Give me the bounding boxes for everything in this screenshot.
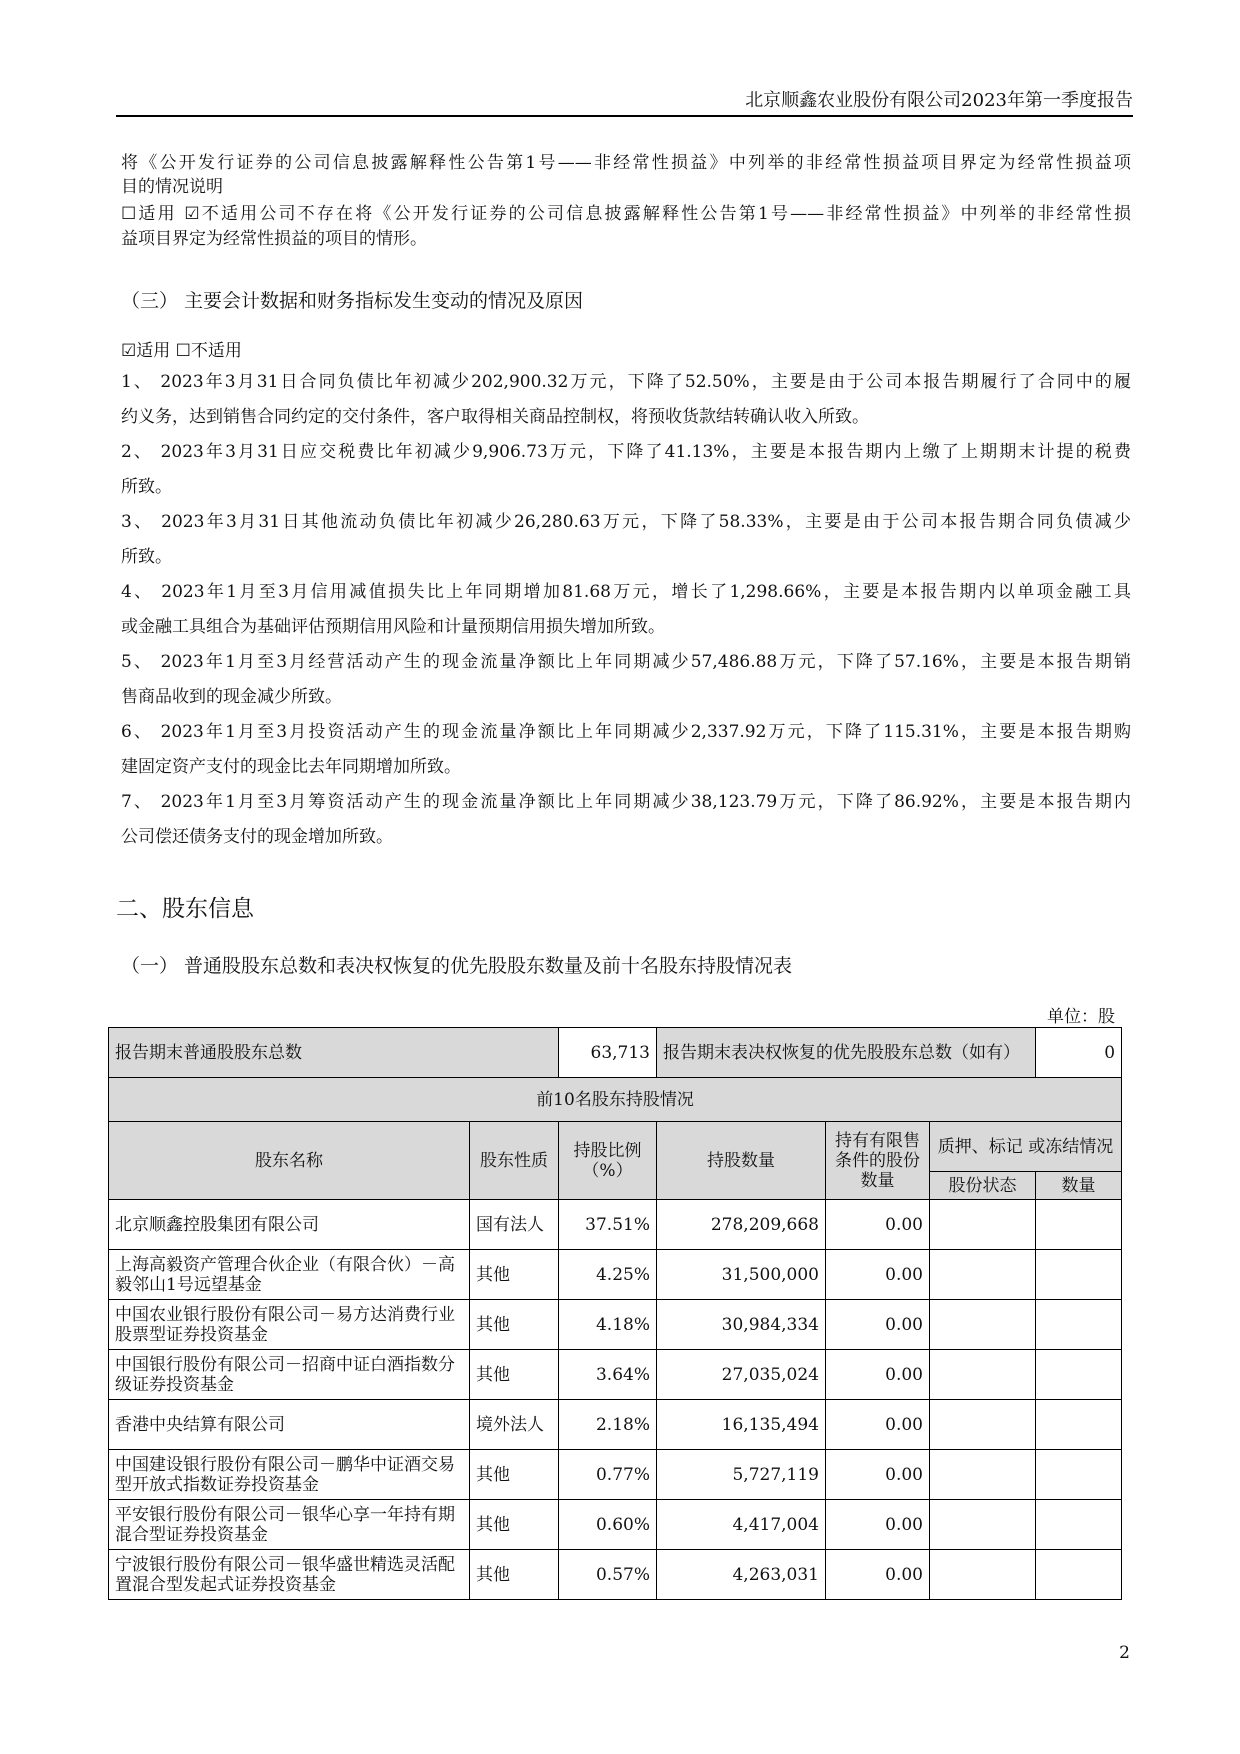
preferred-holders-label: 报告期末表决权恢复的优先股股东总数（如有） [657,1028,1036,1078]
preferred-holders-value: 0 [1036,1028,1122,1078]
col-pledge-count: 数量 [1036,1172,1122,1200]
cell-restricted: 0.00 [826,1450,930,1500]
cell-empty [930,1450,1036,1500]
cell-ratio: 0.60% [559,1500,657,1550]
nonrecurring-choice-line: ☐适用 ☑不适用公司不存在将《公开发行证券的公司信息披露解释性公告第1号——非经常性损益》中列举的非经常性损 [121,204,1131,224]
cell-name: 香港中央结算有限公司 [109,1400,470,1450]
change-item-line: 公司偿还债务支付的现金增加所致。 [121,827,393,847]
cell-empty [1036,1450,1122,1500]
table-row [109,1200,1122,1250]
cell-nature: 其他 [470,1350,559,1400]
cell-name: 中国农业银行股份有限公司－易方达消费行业股票型证券投资基金 [109,1300,470,1350]
table-row [109,1500,1122,1550]
change-item-line: 售商品收到的现金减少所致。 [121,687,342,707]
col-pledge-status: 股份状态 [930,1172,1036,1200]
cell-restricted: 0.00 [826,1550,930,1600]
header-rule [116,115,1133,117]
cell-empty [1036,1250,1122,1300]
cell-name: 中国建设银行股份有限公司－鹏华中证酒交易型开放式指数证券投资基金 [109,1450,470,1500]
cell-restricted: 0.00 [826,1200,930,1250]
cell-empty [1036,1400,1122,1450]
top10-title: 前10名股东持股情况 [109,1078,1122,1122]
cell-nature: 其他 [470,1450,559,1500]
cell-name: 宁波银行股份有限公司－银华盛世精选灵活配置混合型发起式证券投资基金 [109,1550,470,1600]
nonrecurring-text-line: 目的情况说明 [121,177,223,197]
shareholders-sub-heading: （一） 普通股股东总数和表决权恢复的优先股股东数量及前十名股东持股情况表 [121,955,793,977]
cell-empty [930,1350,1036,1400]
cell-restricted: 0.00 [826,1400,930,1450]
change-item-line: 或金融工具组合为基础评估预期信用风险和计量预期信用损失增加所致。 [121,617,665,637]
cell-empty [1036,1500,1122,1550]
cell-nature: 其他 [470,1250,559,1300]
table-row [109,1350,1122,1400]
cell-nature: 其他 [470,1500,559,1550]
cell-count: 31,500,000 [657,1250,826,1300]
cell-ratio: 4.25% [559,1250,657,1300]
cell-count: 27,035,024 [657,1350,826,1400]
cell-empty [930,1550,1036,1600]
cell-empty [930,1400,1036,1450]
change-item-line: 所致。 [121,547,172,567]
change-item-line: 所致。 [121,477,172,497]
cell-name: 中国银行股份有限公司－招商中证白酒指数分级证券投资基金 [109,1350,470,1400]
table-row [109,1300,1122,1350]
cell-count: 278,209,668 [657,1200,826,1250]
change-item-line: 6、 2023年1月至3月投资活动产生的现金流量净额比上年同期减少2,337.92万元，下降了115.31%，主要是本报告期购 [121,722,1131,742]
report-header-title: 北京顺鑫农业股份有限公司2023年第一季度报告 [745,90,1133,111]
change-item-line: 约义务，达到销售合同约定的交付条件，客户取得相关商品控制权，将预收货款结转确认收入所致。 [121,407,869,427]
cell-name: 北京顺鑫控股集团有限公司 [109,1200,470,1250]
change-item-line: 3、 2023年3月31日其他流动负债比年初减少26,280.63万元，下降了58.33%，主要是由于公司本报告期合同负债减少 [121,512,1131,532]
cell-restricted: 0.00 [826,1300,930,1350]
cell-name: 平安银行股份有限公司－银华心享一年持有期混合型证券投资基金 [109,1500,470,1550]
cell-count: 16,135,494 [657,1400,826,1450]
change-item-line: 1、 2023年3月31日合同负债比年初减少202,900.32万元，下降了52.50%，主要是由于公司本报告期履行了合同中的履 [121,372,1131,392]
nonrecurring-choice-line: 益项目界定为经常性损益的项目的情形。 [121,229,427,249]
section3-heading: （三） 主要会计数据和财务指标发生变动的情况及原因 [121,290,584,312]
table-row [109,1550,1122,1600]
cell-restricted: 0.00 [826,1350,930,1400]
change-item-line: 4、 2023年1月至3月信用减值损失比上年同期增加81.68万元，增长了1,298.66%，主要是本报告期内以单项金融工具 [121,582,1131,602]
cell-count: 4,417,004 [657,1500,826,1550]
total-holders-label: 报告期末普通股股东总数 [109,1028,559,1078]
cell-empty [1036,1350,1122,1400]
change-item-line: 5、 2023年1月至3月经营活动产生的现金流量净额比上年同期减少57,486.88万元，下降了57.16%，主要是本报告期销 [121,652,1131,672]
cell-restricted: 0.00 [826,1250,930,1300]
cell-ratio: 37.51% [559,1200,657,1250]
cell-count: 5,727,119 [657,1450,826,1500]
cell-empty [930,1250,1036,1300]
cell-restricted: 0.00 [826,1500,930,1550]
table-row [109,1250,1122,1300]
cell-name: 上海高毅资产管理合伙企业（有限合伙）－高毅邻山1号远望基金 [109,1250,470,1300]
cell-nature: 其他 [470,1550,559,1600]
cell-count: 4,263,031 [657,1550,826,1600]
section3-applicable: ☑适用 ☐不适用 [121,341,242,361]
cell-empty [1036,1550,1122,1600]
cell-empty [930,1500,1036,1550]
table-row [109,1450,1122,1500]
cell-nature: 境外法人 [470,1400,559,1450]
col-name: 股东名称 [109,1122,470,1200]
col-restricted: 持有有限售条件的股份数量 [826,1122,930,1200]
change-item-line: 7、 2023年1月至3月筹资活动产生的现金流量净额比上年同期减少38,123.79万元，下降了86.92%，主要是本报告期内 [121,792,1131,812]
cell-count: 30,984,334 [657,1300,826,1350]
table-row [109,1400,1122,1450]
cell-empty [930,1300,1036,1350]
cell-ratio: 2.18% [559,1400,657,1450]
change-item-line: 建固定资产支付的现金比去年同期增加所致。 [121,757,461,777]
cell-empty [1036,1300,1122,1350]
col-ratio: 持股比例（%） [559,1122,657,1200]
cell-empty [930,1200,1036,1250]
cell-ratio: 0.57% [559,1550,657,1600]
unit-label: 单位：股 [1047,1007,1115,1027]
cell-ratio: 4.18% [559,1300,657,1350]
nonrecurring-text-line: 将《公开发行证券的公司信息披露解释性公告第1号——非经常性损益》中列举的非经常性损益项目界定为经常性损益项 [121,153,1131,173]
cell-empty [1036,1200,1122,1250]
cell-ratio: 0.77% [559,1450,657,1500]
page-number: 2 [1119,1643,1130,1663]
col-pledge: 质押、标记 或冻结情况 [930,1122,1122,1172]
shareholders-heading: 二、股东信息 [116,896,254,922]
change-item-line: 2、 2023年3月31日应交税费比年初减少9,906.73万元，下降了41.13%，主要是本报告期内上缴了上期期末计提的税费 [121,442,1131,462]
cell-ratio: 3.64% [559,1350,657,1400]
col-count: 持股数量 [657,1122,826,1200]
cell-nature: 其他 [470,1300,559,1350]
total-holders-value: 63,713 [559,1028,657,1078]
cell-nature: 国有法人 [470,1200,559,1250]
shareholders-table [108,1027,1122,1600]
col-nature: 股东性质 [470,1122,559,1200]
